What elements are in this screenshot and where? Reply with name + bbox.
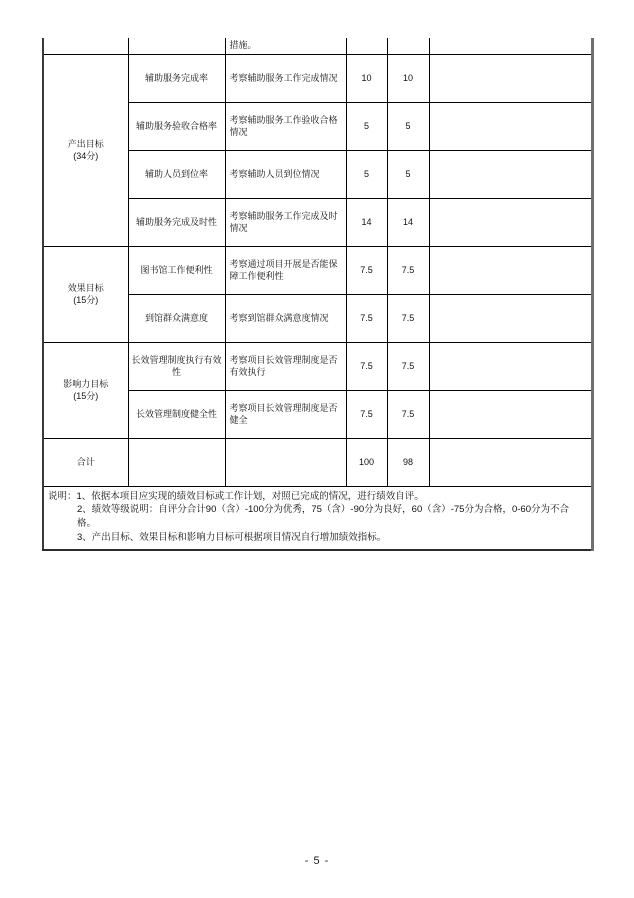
score-cell <box>346 38 387 54</box>
score-cell: 7.5 <box>346 246 387 294</box>
self-score-cell <box>387 38 429 54</box>
score-cell: 7.5 <box>346 390 387 438</box>
remark-cell <box>429 150 592 198</box>
category-score-label: (15分) <box>73 295 99 306</box>
remark-cell <box>429 438 592 486</box>
total-score-cell: 100 <box>346 438 387 486</box>
self-score-cell: 7.5 <box>387 342 429 390</box>
indicator-cell: 长效管理制度执行有效性 <box>128 342 225 390</box>
description-cell: 考察通过项目开展是否能保障工作便利性 <box>225 246 346 294</box>
category-label: 影响力目标 <box>63 378 109 389</box>
self-score-cell: 14 <box>387 198 429 246</box>
category-label: 产出目标 <box>67 138 104 149</box>
category-cell <box>43 246 128 342</box>
remark-cell <box>429 102 592 150</box>
total-label-cell: 合计 <box>43 438 128 486</box>
remark-cell <box>429 54 592 102</box>
page-number: - 5 - <box>304 855 330 867</box>
description-cell: 考察项目长效管理制度是否健全 <box>225 390 346 438</box>
description-cell: 考察项目长效管理制度是否有效执行 <box>225 342 346 390</box>
description-cell: 考察辅助人员到位情况 <box>225 150 346 198</box>
self-score-cell: 10 <box>387 54 429 102</box>
score-cell: 14 <box>346 198 387 246</box>
category-cell <box>43 342 128 438</box>
category-cell <box>43 38 128 54</box>
self-score-cell: 7.5 <box>387 390 429 438</box>
remark-cell <box>429 390 592 438</box>
score-cell: 5 <box>346 150 387 198</box>
indicator-cell: 辅助服务完成及时性 <box>128 198 225 246</box>
self-score-cell: 7.5 <box>387 246 429 294</box>
table-row-total <box>43 438 592 486</box>
category-label: 效果目标 <box>67 282 104 293</box>
table-row <box>43 246 592 294</box>
performance-evaluation-table <box>42 38 594 551</box>
score-cell: 7.5 <box>346 342 387 390</box>
remark-cell <box>429 246 592 294</box>
indicator-cell: 辅助人员到位率 <box>128 150 225 198</box>
table-row-notes <box>43 486 592 550</box>
remark-cell <box>429 342 592 390</box>
note-line-2: 2、绩效等级说明：自评分合计90（含）-100分为优秀，75（含）-90分为良好，60（含）-75分为合格，0-60分为不合格。 <box>77 504 569 530</box>
total-self-score-cell: 98 <box>387 438 429 486</box>
description-cell: 措施。 <box>225 38 346 54</box>
indicator-cell <box>128 438 225 486</box>
table-row-carryover <box>43 38 592 54</box>
remark-cell <box>429 38 592 54</box>
notes-cell <box>43 486 592 550</box>
category-score-label: (15分) <box>73 391 99 402</box>
score-cell: 5 <box>346 102 387 150</box>
table-row <box>43 342 592 390</box>
score-cell: 7.5 <box>346 294 387 342</box>
self-score-cell: 7.5 <box>387 294 429 342</box>
category-score-label: (34分) <box>73 151 99 162</box>
indicator-cell: 长效管理制度健全性 <box>128 390 225 438</box>
description-cell <box>225 438 346 486</box>
description-cell: 考察辅助服务工作验收合格情况 <box>225 102 346 150</box>
indicator-cell: 辅助服务完成率 <box>128 54 225 102</box>
score-cell: 10 <box>346 54 387 102</box>
note-line-3: 3、产出目标、效果目标和影响力目标可根据项目情况自行增加绩效指标。 <box>77 531 387 543</box>
indicator-cell <box>128 38 225 54</box>
remark-cell <box>429 198 592 246</box>
indicator-cell: 辅助服务验收合格率 <box>128 102 225 150</box>
category-cell <box>43 54 128 246</box>
self-score-cell: 5 <box>387 150 429 198</box>
description-cell: 考察辅助服务工作完成及时情况 <box>225 198 346 246</box>
indicator-cell: 图书馆工作便利性 <box>128 246 225 294</box>
self-score-cell: 5 <box>387 102 429 150</box>
description-cell: 考察到馆群众满意度情况 <box>225 294 346 342</box>
remark-cell <box>429 294 592 342</box>
description-cell: 考察辅助服务工作完成情况 <box>225 54 346 102</box>
indicator-cell: 到馆群众满意度 <box>128 294 225 342</box>
note-line-1: 说明：1、依据本项目应实现的绩效目标或工作计划，对照已完成的情况，进行绩效自评。 <box>48 490 424 502</box>
table-row <box>43 54 592 102</box>
